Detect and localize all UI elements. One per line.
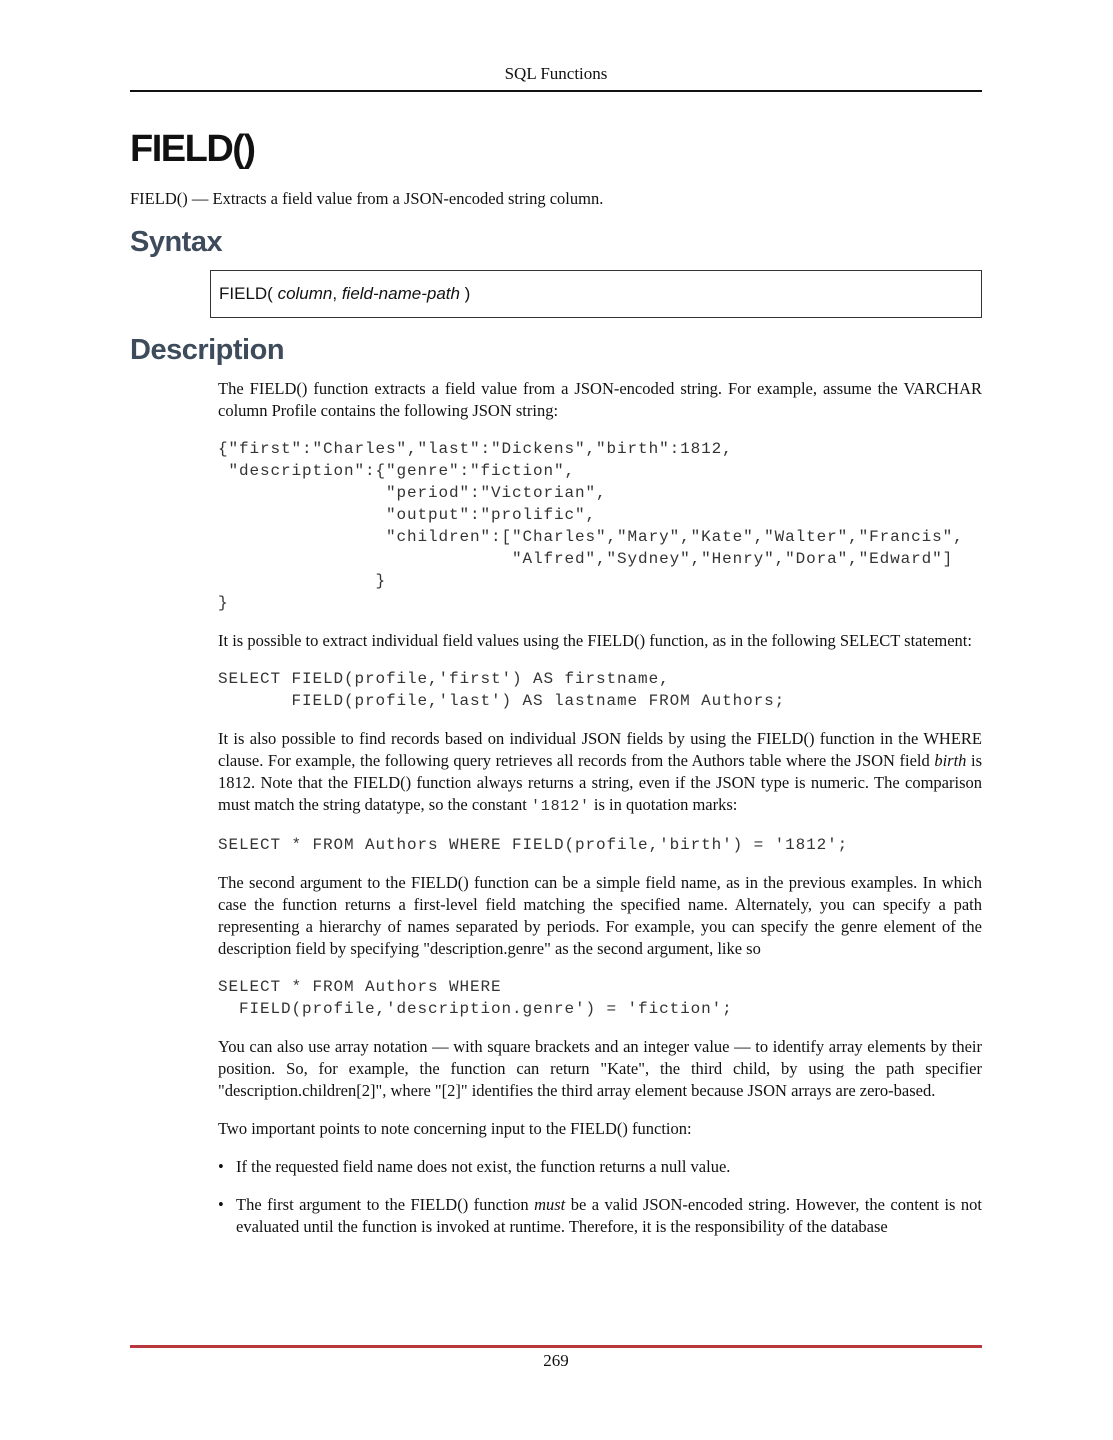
- running-header: SQL Functions: [504, 64, 608, 83]
- emphasis: birth: [934, 751, 967, 770]
- syntax-close: ): [459, 284, 471, 303]
- list-item: • If the requested field name does not exist, the function returns a null value.: [218, 1156, 982, 1178]
- text: It is also possible to find records based on individual JSON fields by using the FIELD() function in the WHERE clause. For example, the following query retrieves all records from the Authors table where the JSON field: [218, 729, 982, 770]
- paragraph: The FIELD() function extracts a field value from a JSON-encoded string. For example, assume the VARCHAR column Profile contains the following JSON string:: [218, 379, 982, 420]
- text: be a valid JSON-encoded string. However, the content is not evaluated until the function is invoked at runtime. Therefore, it is the responsibility of the database: [236, 1195, 982, 1236]
- syntax-sep: ,: [332, 284, 342, 303]
- code-block-where: SELECT * FROM Authors WHERE FIELD(profile,'birth') = '1812';: [218, 836, 849, 854]
- summary: FIELD() — Extracts a field value from a JSON-encoded string column.: [130, 189, 604, 208]
- syntax-arg-column: column: [277, 284, 333, 303]
- emphasis: must: [534, 1195, 566, 1214]
- inline-code: '1812': [530, 798, 590, 815]
- syntax-heading: Syntax: [130, 226, 223, 258]
- syntax-fn: FIELD(: [219, 284, 278, 303]
- paragraph: Two important points to note concerning input to the FIELD() function:: [218, 1119, 692, 1138]
- code-block-select: SELECT FIELD(profile,'first') AS firstname, FIELD(profile,'last') AS lastname FROM Authors;: [218, 670, 786, 710]
- paragraph: [218, 728, 982, 818]
- paragraph: You can also use array notation — with square brackets and an integer value — to identify array elements by their position. So, for example, the function can return "Kate", the third child, by using the path specifier "description.children[2]", where "[2]" identifies the third array element because JSON arrays are zero-based.: [218, 1037, 982, 1100]
- description-body: [218, 378, 982, 1238]
- text: The first argument to the FIELD() function: [236, 1195, 535, 1214]
- header-rule: [130, 90, 982, 92]
- syntax-arg-path: field-name-path: [341, 284, 460, 303]
- paragraph: The second argument to the FIELD() function can be a simple field name, as in the previous examples. In which case the function returns a first-level field matching the specified name. Alternately, you can specify a path representing a hierarchy of names separated by periods. For example, you can specify the genre element of the description field by specifying "description.genre" as the second argument, like so: [218, 873, 982, 958]
- description-heading: Description: [130, 334, 285, 366]
- list-item: [218, 1194, 982, 1238]
- syntax-box: [210, 270, 982, 318]
- code-block-json: {"first":"Charles","last":"Dickens","birth":1812, "description":{"genre":"fiction", "period":"Victorian", "output":"prolific", "children":["Charles","Mary","Kate","Walter","Francis", "Alfred","Sydney","Henry","Dora","Edward"] } }: [218, 440, 964, 612]
- text: is 1812. Note that the FIELD() function always returns a string, even if the JSON type is numeric. The comparison must match the string datatype, so the constant: [218, 751, 982, 814]
- page-number: 269: [543, 1351, 569, 1370]
- footer-rule: [130, 1345, 982, 1348]
- page-title: FIELD(): [130, 128, 255, 170]
- page-content: [130, 188, 982, 1254]
- paragraph: It is possible to extract individual field values using the FIELD() function, as in the following SELECT statement:: [218, 631, 972, 650]
- text: is in quotation marks:: [589, 795, 738, 814]
- code-block-path: SELECT * FROM Authors WHERE FIELD(profile,'description.genre') = 'fiction';: [218, 978, 733, 1018]
- bullet-list: [218, 1156, 982, 1238]
